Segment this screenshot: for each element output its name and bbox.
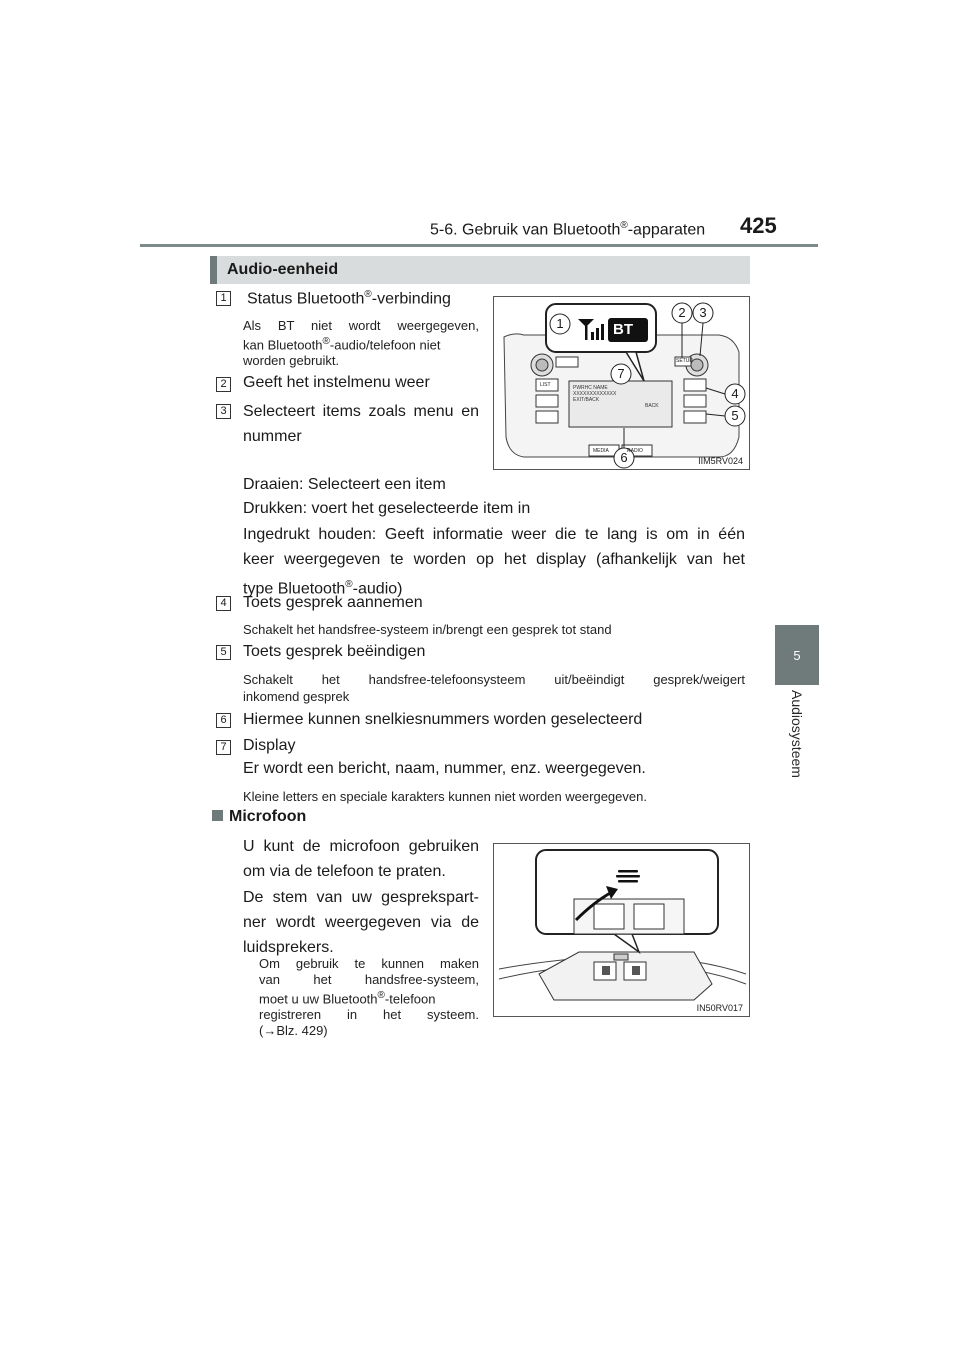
item-5-title: Toets gesprek beëindigen [243,643,426,660]
item-number-4: 4 [216,596,231,611]
chapter-tab-label: Audiosysteem [789,690,805,778]
callout-4: 4 [731,386,739,401]
item-2-title: Geeft het instelmenu weer [243,374,430,391]
item-number-5: 5 [216,645,231,660]
item-4-note: Schakelt het handsfree-systeem in/brengt een gesprek tot stand [243,622,612,637]
radio-button-label: RADIO [627,448,643,454]
item-7-line2: Er wordt een bericht, naam, nummer, enz. weergegeven. [243,760,646,777]
item-7-note: Kleine letters en speciale karakters kunnen niet worden weergegeven. [243,789,647,804]
audio-display-text: PWRHC NAME XXXXXXXXXXXXX EXIT/BACK BACK [573,385,659,409]
item-number-2: 2 [216,377,231,392]
chapter-tab-number: 5 [775,625,819,685]
item-5-note: Schakelt het handsfree-telefoonsysteem uit/beëindigt gesprek/weigert inkomend gesprek [243,672,745,704]
item-number-1: 1 [216,291,231,306]
square-bullet-icon [212,810,223,821]
item-3-title: Selecteert items zoals menu en nummer [243,403,479,445]
setup-button-label: SETUP [676,358,693,364]
section-title: 5-6. Gebruik van Bluetooth®-apparaten [430,220,706,239]
header-rule [140,244,818,247]
item-7-title: Display [243,737,296,754]
microphone-illustration [494,844,749,1016]
callout-3: 3 [699,305,707,320]
item-4-title: Toets gesprek aannemen [243,594,423,611]
figure-1-label: IIM5RV024 [698,456,743,466]
item-number-6: 6 [216,713,231,728]
media-button-label: MEDIA [593,448,609,454]
section-banner: Audio-eenheid [210,256,750,284]
callout-2: 2 [678,305,686,320]
microphone-heading: Microfoon [212,808,306,826]
microphone-figure [493,843,750,1017]
callout-7: 7 [617,366,625,381]
item-3-turn: Draaien: Selecteert een item [243,476,446,493]
microphone-paragraph-1: U kunt de microfoon gebruiken om via de telefoon te praten. [243,838,479,880]
page-number: 425 [740,213,777,238]
microphone-paragraph-2: De stem van uw gesprekspart- ner wordt weergegeven via de luidsprekers. [243,889,479,956]
item-3-hold: Ingedrukt houden: Geeft informatie weer die te lang is om in één keer weergegeven te worden op het display (afhankelijk van het type Bluetooth®-audio) [243,526,745,598]
bt-icon: BT [613,321,633,338]
audio-unit-figure [493,296,750,470]
item-1-note: Als BT niet wordt weergegeven, kan Bluetooth®-audio/telefoon niet worden gebruikt. [243,318,479,369]
callout-6: 6 [620,450,628,465]
item-3-press: Drukken: voert het geselecteerde item in [243,500,531,517]
item-6-title: Hiermee kunnen snelkiesnummers worden geselecteerd [243,711,643,728]
item-number-3: 3 [216,404,231,419]
callout-1: 1 [556,316,564,331]
microphone-note: Om gebruik te kunnen maken van het handsfree-systeem, moet u uw Bluetooth®-telefoon registreren in het systeem. (→Blz. 429) [259,956,479,1039]
item-number-7: 7 [216,740,231,755]
item-1-title: Status Bluetooth®-verbinding [247,289,451,308]
figure-2-label: IN50RV017 [696,1003,743,1013]
callout-5: 5 [731,408,739,423]
list-button-label: LIST [540,382,551,388]
